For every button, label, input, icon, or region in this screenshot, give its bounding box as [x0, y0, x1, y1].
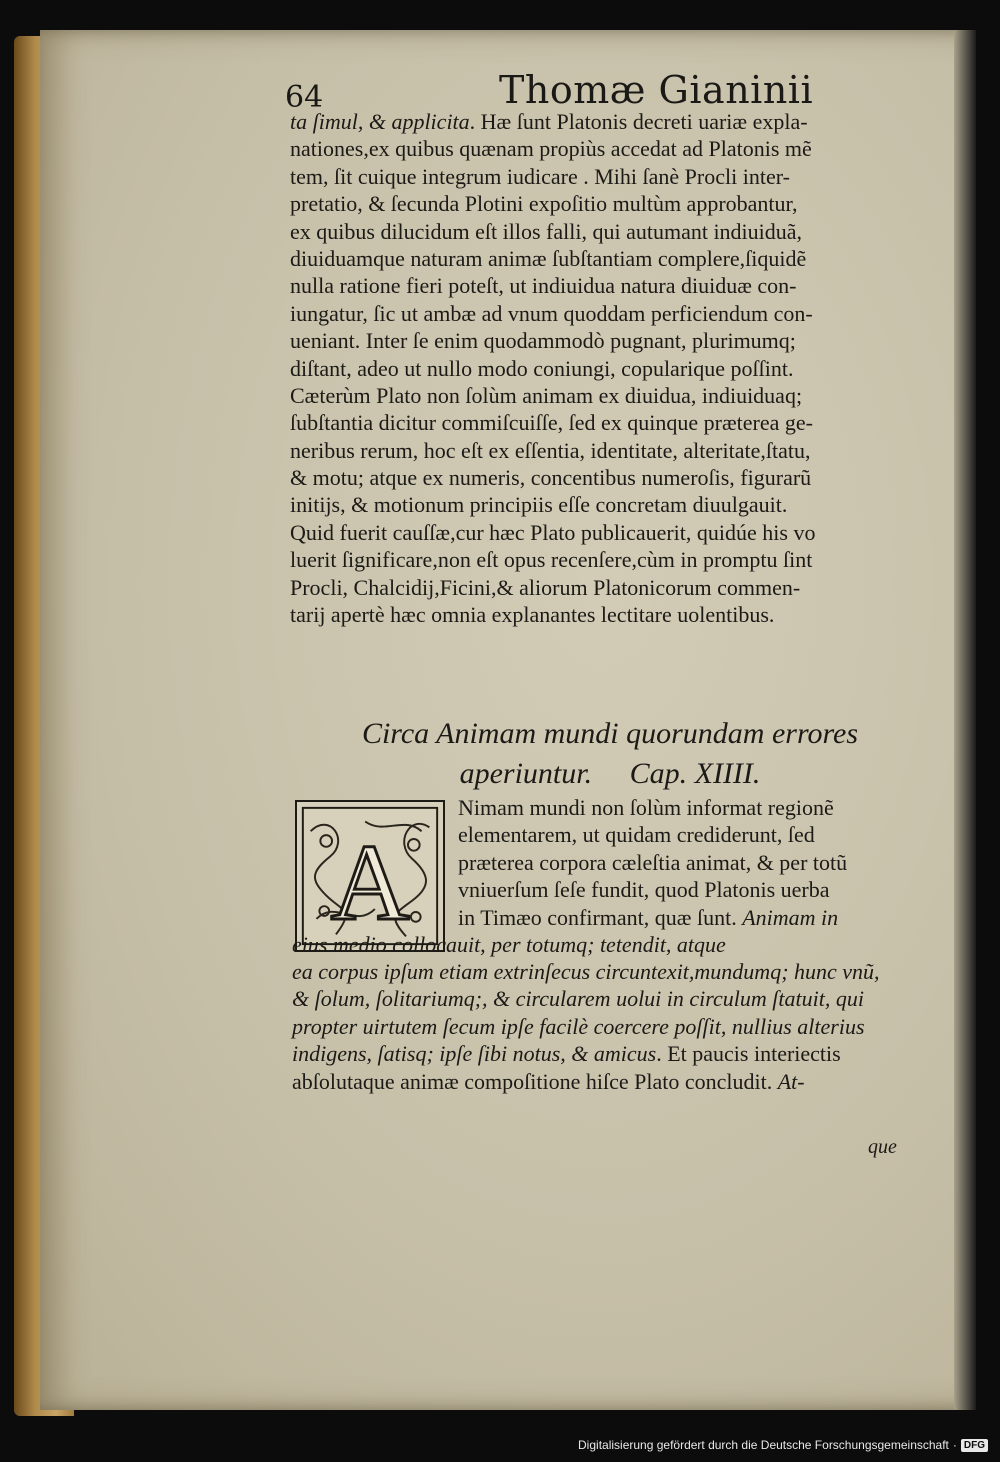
text-line: [290, 245, 930, 272]
text-line: [290, 519, 930, 546]
roman-text: præterea corpora cæleſtia animat, & per totũ: [458, 849, 848, 875]
roman-text: tem, ſit cuique integrum iudicare . Mihi ſanè Procli inter-: [290, 163, 790, 189]
roman-text: ex quibus dilucidum eſt illos falli, qui autumant indiuiduã,: [290, 218, 803, 244]
roman-text: diuiduamque naturam animæ ſubſtantiam complere,ſiquidẽ: [290, 245, 807, 271]
text-line: [290, 135, 930, 162]
text-line: [290, 108, 930, 135]
italic-quote: ta ſimul, & applicita: [290, 109, 470, 134]
text-line: [290, 491, 930, 518]
text-line: [290, 382, 930, 409]
text-line: [290, 464, 930, 491]
roman-text: Nimam mundi non ſolùm informat regionẽ: [458, 795, 834, 820]
text-line: [292, 1013, 932, 1040]
text-line: [290, 218, 930, 245]
roman-text: vniuerſum ſeſe fundit, quod Platonis uerba: [458, 877, 830, 903]
roman-text: & motu; atque ex numeris, concentibus numeroſis, figurarũ: [290, 465, 812, 491]
chapter-heading-line-1: Circa Animam mundi quorundam errores: [361, 717, 859, 750]
page-number: 64: [285, 80, 324, 115]
text-line: [458, 821, 938, 848]
text-line: [290, 574, 930, 601]
chapter-text-beside-initial: [292, 794, 938, 958]
roman-text: Cæterùm Plato non ſolùm animam ex diuidua, indiuiduaq;: [290, 382, 803, 408]
roman-text: nulla ratione fieri poteſt, ut indiuidua natura diuiduæ con-: [290, 273, 797, 299]
roman-text: abſolutaque animæ compoſitione hiſce Plato concludit.: [292, 1068, 778, 1094]
main-text-block: [290, 108, 930, 628]
italic-quote: propter uirtutem ſecum ipſe facilè coercere poſſit, nullius alterius: [292, 1013, 865, 1039]
text-line: [290, 437, 930, 464]
roman-text: in Timæo confirmant, quæ ſunt.: [458, 904, 743, 930]
text-line: [458, 876, 938, 903]
roman-text: iungatur, ſic ut ambæ ad vnum quoddam perficiendum con-: [290, 300, 813, 326]
roman-text: diſtant, adeo ut nullo modo coniungi, copularique poſſint.: [290, 355, 794, 381]
text-line: [290, 327, 930, 354]
roman-text: neribus rerum, hoc eſt ex eſſentia, identitate, alteritate,ſtatu,: [290, 437, 811, 463]
chapter-heading-line-2: aperiuntur. Cap. XIIII.: [459, 757, 761, 790]
roman-text: tarij apertè hæc omnia explanantes lectitare uolentibus.: [290, 602, 775, 628]
svg-text:A: A: [330, 821, 410, 943]
roman-text: initijs, & motionum principiis eſſe concretam diuulgauit.: [290, 492, 788, 518]
italic-quote-start: Animam in: [742, 904, 839, 930]
running-title: Thomæ Gianinii: [499, 68, 814, 112]
roman-text: pretatio, & ſecunda Plotini expoſitio multùm approbantur,: [290, 191, 798, 217]
text-line: [458, 849, 938, 876]
credit-text: Digitalisierung gefördert durch die Deutsche Forschungsgemeinschaft: [578, 1438, 949, 1452]
italic-quote: eius medio collocauit, per totumq; tetendit, atque: [292, 931, 726, 957]
catchword: que: [868, 1136, 897, 1158]
text-line: [290, 409, 930, 436]
digitization-credit: Digitalisierung gefördert durch die Deutsche Forschungsgemeinschaft · DFG: [578, 1438, 988, 1452]
text-line: [290, 300, 930, 327]
dfg-logo: DFG: [961, 1439, 988, 1452]
text-line: [292, 958, 932, 985]
roman-text: ſubſtantia dicitur commiſcuiſſe, ſed ex quinque præterea ge-: [290, 410, 813, 436]
text-line: [458, 794, 938, 821]
text-line: [290, 546, 930, 573]
roman-text: Procli, Chalcidij,Ficini,& aliorum Platonicorum commen-: [290, 574, 801, 600]
text-line: [290, 163, 930, 190]
roman-text: nationes,ex quibus quænam propiùs accedat ad Platonis mẽ: [290, 136, 812, 162]
roman-text: . Hæ ſunt Platonis decreti uariæ expla-: [469, 109, 808, 134]
roman-text: luerit ſignificare,non eſt opus recenſere,cùm in promptu ſint: [290, 547, 813, 573]
text-line: [290, 355, 930, 382]
text-line: [290, 190, 930, 217]
text-line: [290, 272, 930, 299]
chapter-text-continued: [292, 958, 932, 1095]
chapter-heading: [300, 714, 920, 794]
roman-text: elementarem, ut quidam crediderunt, ſed: [458, 822, 815, 848]
text-line: [292, 931, 938, 958]
decorated-initial-letter: [295, 800, 445, 952]
text-line: [292, 1040, 932, 1067]
text-line: [290, 601, 930, 628]
italic-quote: indigens, ſatisq; ipſe ſibi notus, & amicus: [292, 1041, 657, 1067]
italic-quote-start: At-: [777, 1068, 805, 1094]
italic-quote: ea corpus ipſum etiam extrinſecus circuntexit,mundumq; hunc vnũ,: [292, 959, 880, 984]
text-line: [292, 985, 932, 1012]
text-line: [292, 1068, 932, 1095]
roman-text: Quid fuerit cauſſæ,cur hæc Plato publicauerit, quidúe his vo: [290, 519, 816, 545]
roman-text: ueniant. Inter ſe enim quodammodò pugnant, plurimumq;: [290, 328, 796, 354]
text-line: [458, 904, 938, 931]
roman-text: . Et paucis interiectis: [656, 1041, 841, 1067]
page-gutter: [954, 30, 976, 1410]
italic-quote: & ſolum, ſolitariumq;, & circularem uolui in circulum ſtatuit, qui: [292, 986, 864, 1012]
